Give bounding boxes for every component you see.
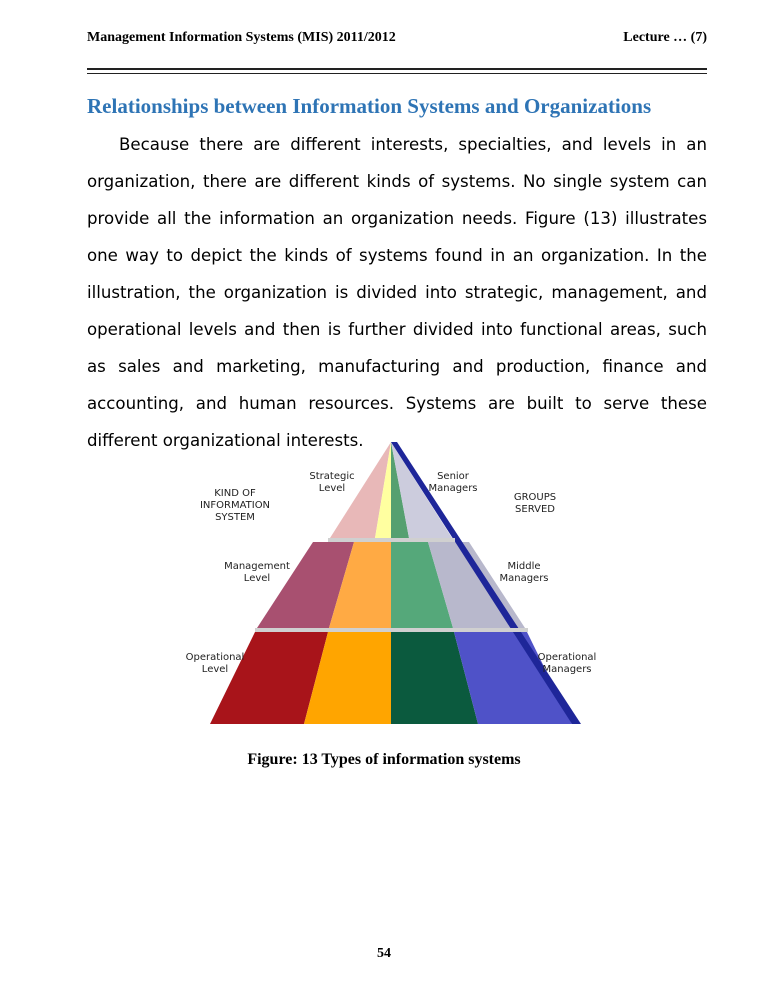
operational-level-label-line2: Level bbox=[201, 664, 229, 675]
operational-level-label-line1: Operational bbox=[185, 652, 245, 663]
operational-managers-label-line2: Managers bbox=[542, 664, 592, 675]
header-course-title: Management Information Systems (MIS) 2011/2012 bbox=[87, 30, 396, 45]
header-rule-thick bbox=[87, 68, 707, 70]
information-systems-pyramid-figure bbox=[157, 427, 625, 740]
strategic-level-label-line2: Level bbox=[318, 483, 346, 494]
figure-caption: Figure: 13 Types of information systems bbox=[247, 751, 521, 768]
section-title: Relationships between Information Systems and Organizations bbox=[87, 94, 652, 118]
page-number: 54 bbox=[377, 946, 391, 961]
kind-of-system-label-line1: KIND OF bbox=[214, 488, 256, 499]
body-paragraph: Because there are different interests, specialties, and levels in an organization, there are different kinds of systems. No single system can provide all the information an organization needs. Figure (13) illustrates one way to depict the kinds of systems found in an organization. In the illustration, the organization is divided into strategic, management, and operational levels and then is further divided into functional areas, such as sales and marketing, manufacturing and production, finance and accounting, and human resources. Systems are built to serve these different organizational interests. bbox=[87, 135, 707, 450]
pyramid-diagram bbox=[157, 427, 625, 740]
header-rule-thin bbox=[87, 73, 707, 74]
senior-managers-label-line1: Senior bbox=[437, 471, 469, 482]
management-level-label-line2: Level bbox=[243, 573, 271, 584]
operational-managers-label-line1: Operational bbox=[537, 652, 597, 663]
kind-of-system-label-line3: SYSTEM bbox=[215, 512, 255, 523]
kind-of-system-label-line2: INFORMATION bbox=[199, 500, 271, 511]
management-level-label-line1: Management bbox=[224, 561, 290, 572]
groups-served-label-line1: GROUPS bbox=[513, 492, 557, 503]
senior-managers-label-line2: Managers bbox=[428, 483, 478, 494]
header-lecture-number: Lecture … (7) bbox=[623, 30, 707, 45]
groups-served-label-line2: SERVED bbox=[515, 504, 555, 515]
middle-managers-label-line2: Managers bbox=[499, 573, 549, 584]
page-header bbox=[87, 30, 707, 50]
strategic-level-label-line1: Strategic bbox=[309, 471, 355, 482]
middle-managers-label-line1: Middle bbox=[507, 561, 541, 572]
